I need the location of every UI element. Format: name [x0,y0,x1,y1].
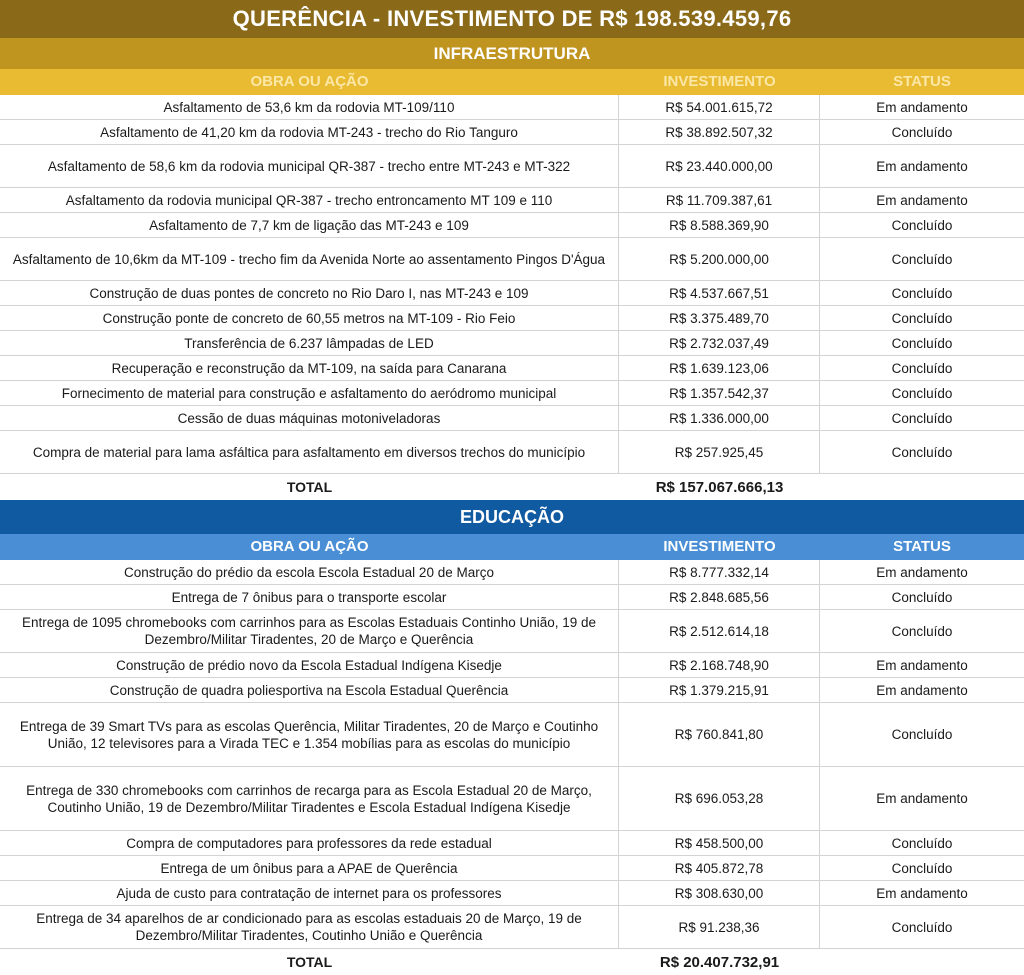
section-title-infraestrutura: INFRAESTRUTURA [0,38,1024,69]
table-row [0,653,1024,678]
table-row [0,406,1024,431]
cell-status: Concluído [891,444,953,460]
table-row [0,238,1024,281]
cell-investimento: R$ 696.053,28 [619,767,820,830]
column-header-obra: OBRA OU AÇÃO [250,538,369,555]
cell-status: Concluído [891,335,953,351]
total-label: TOTAL [286,954,333,970]
cell-investimento: R$ 8.777.332,14 [619,560,820,584]
table-body-infraestrutura [0,95,1024,474]
table-row [0,145,1024,188]
cell-status: Concluído [891,919,953,935]
cell-status: Concluído [891,860,953,876]
table-row [0,95,1024,120]
table-row [0,431,1024,474]
cell-status: Concluído [891,727,953,742]
cell-investimento: R$ 308.630,00 [619,881,820,905]
cell-investimento: R$ 4.537.667,51 [619,281,820,305]
cell-investimento: R$ 458.500,00 [619,831,820,855]
cell-investimento: R$ 8.588.369,90 [619,213,820,237]
cell-status: Concluído [891,310,953,326]
column-header-investimento: INVESTIMENTO [663,73,776,90]
cell-status: Em andamento [876,99,968,115]
cell-status: Em andamento [876,192,968,208]
table-row [0,213,1024,238]
total-label: TOTAL [286,479,333,495]
cell-status: Concluído [891,251,953,267]
cell-investimento: R$ 38.892.507,32 [619,120,820,144]
total-value: R$ 157.067.666,13 [655,478,784,496]
cell-investimento: R$ 1.379.215,91 [619,678,820,702]
cell-obra: Construção de prédio novo da Escola Estadual Indígena Kisedje [0,653,619,677]
table-row [0,767,1024,831]
column-header-investimento: INVESTIMENTO [663,538,776,555]
column-header-status: STATUS [893,538,951,555]
cell-investimento: R$ 2.512.614,18 [619,610,820,652]
cell-obra: Ajuda de custo para contratação de internet para os professores [0,881,619,905]
cell-investimento: R$ 1.336.000,00 [619,406,820,430]
cell-status: Em andamento [876,682,968,698]
cell-obra: Entrega de 34 aparelhos de ar condicionado para as escolas estaduais 20 de Março, 19 de Dezembro/Militar Tiradentes, Coutinho União e Querência [0,906,619,948]
cell-status: Em andamento [876,564,968,580]
page-title: QUERÊNCIA - INVESTIMENTO DE R$ 198.539.459,76 [0,0,1024,38]
cell-investimento: R$ 54.001.615,72 [619,95,820,119]
section-title-educacao: EDUCAÇÃO [0,500,1024,534]
cell-obra: Asfaltamento de 41,20 km da rodovia MT-243 - trecho do Rio Tanguro [0,120,619,144]
cell-investimento: R$ 2.848.685,56 [619,585,820,609]
total-value: R$ 20.407.732,91 [659,953,780,971]
table-row [0,356,1024,381]
cell-obra: Construção de duas pontes de concreto no Rio Daro I, nas MT-243 e 109 [0,281,619,305]
cell-obra: Compra de material para lama asfáltica para asfaltamento em diversos trechos do município [0,431,619,473]
table-header-infraestrutura [0,69,1024,95]
cell-obra: Recuperação e reconstrução da MT-109, na saída para Canarana [0,356,619,380]
table-row [0,331,1024,356]
table-row [0,560,1024,585]
table-row [0,678,1024,703]
cell-status: Em andamento [876,791,968,806]
cell-obra: Transferência de 6.237 lâmpadas de LED [0,331,619,355]
table-row [0,381,1024,406]
cell-investimento: R$ 11.709.387,61 [619,188,820,212]
cell-investimento: R$ 3.375.489,70 [619,306,820,330]
cell-status: Em andamento [876,885,968,901]
cell-obra: Entrega de um ônibus para a APAE de Querência [0,856,619,880]
cell-investimento: R$ 257.925,45 [619,431,820,473]
cell-obra: Construção de quadra poliesportiva na Escola Estadual Querência [0,678,619,702]
table-row [0,906,1024,949]
table-header-educacao [0,534,1024,560]
cell-obra: Asfaltamento da rodovia municipal QR-387 - trecho entroncamento MT 109 e 110 [0,188,619,212]
total-row-infraestrutura [0,474,1024,500]
cell-obra: Entrega de 7 ônibus para o transporte escolar [0,585,619,609]
cell-investimento: R$ 1.357.542,37 [619,381,820,405]
cell-status: Concluído [891,124,953,140]
cell-status: Concluído [891,385,953,401]
cell-investimento: R$ 1.639.123,06 [619,356,820,380]
total-row-educacao [0,949,1024,975]
cell-obra: Cessão de duas máquinas motoniveladoras [0,406,619,430]
cell-status: Concluído [891,360,953,376]
cell-investimento: R$ 91.238,36 [619,906,820,948]
cell-obra: Asfaltamento de 53,6 km da rodovia MT-109/110 [0,95,619,119]
cell-status: Em andamento [876,657,968,673]
table-row [0,188,1024,213]
table-row [0,881,1024,906]
cell-status: Concluído [891,589,953,605]
column-header-status: STATUS [893,73,951,90]
cell-status: Em andamento [876,158,968,174]
table-row [0,703,1024,767]
cell-status: Concluído [891,410,953,426]
table-row [0,306,1024,331]
table-row [0,610,1024,653]
cell-investimento: R$ 2.732.037,49 [619,331,820,355]
cell-obra: Compra de computadores para professores da rede estadual [0,831,619,855]
table-row [0,120,1024,145]
column-header-obra: OBRA OU AÇÃO [250,73,369,90]
table-row [0,856,1024,881]
cell-obra: Asfaltamento de 10,6km da MT-109 - trecho fim da Avenida Norte ao assentamento Pingos D'Água [0,238,619,280]
table-row [0,831,1024,856]
cell-investimento: R$ 760.841,80 [619,703,820,766]
cell-obra: Construção ponte de concreto de 60,55 metros na MT-109 - Rio Feio [0,306,619,330]
cell-investimento: R$ 405.872,78 [619,856,820,880]
cell-status: Concluído [891,623,953,639]
table-row [0,281,1024,306]
cell-obra: Asfaltamento de 7,7 km de ligação das MT-243 e 109 [0,213,619,237]
cell-status: Concluído [891,217,953,233]
cell-status: Concluído [891,835,953,851]
table-row [0,585,1024,610]
cell-investimento: R$ 2.168.748,90 [619,653,820,677]
table-body-educacao [0,560,1024,949]
cell-status: Concluído [891,285,953,301]
cell-obra: Fornecimento de material para construção e asfaltamento do aeródromo municipal [0,381,619,405]
cell-investimento: R$ 23.440.000,00 [619,145,820,187]
cell-obra: Entrega de 1095 chromebooks com carrinhos para as Escolas Estaduais Continho União, 19 de Dezembro/Militar Tiradentes, 20 de Março e Querência [0,610,619,652]
cell-obra: Asfaltamento de 58,6 km da rodovia municipal QR-387 - trecho entre MT-243 e MT-322 [0,145,619,187]
cell-obra: Construção do prédio da escola Escola Estadual 20 de Março [0,560,619,584]
cell-obra: Entrega de 39 Smart TVs para as escolas Querência, Militar Tiradentes, 20 de Março e Coutinho União, 12 televisores para a Virada TEC e 1.354 mobílias para as escolas do município [0,703,619,766]
cell-investimento: R$ 5.200.000,00 [619,238,820,280]
cell-obra: Entrega de 330 chromebooks com carrinhos de recarga para as Escola Estadual 20 de Março, Coutinho União, 19 de Dezembro/Militar Tiradentes e Escola Estadual Indígena Kisedje [0,767,619,830]
